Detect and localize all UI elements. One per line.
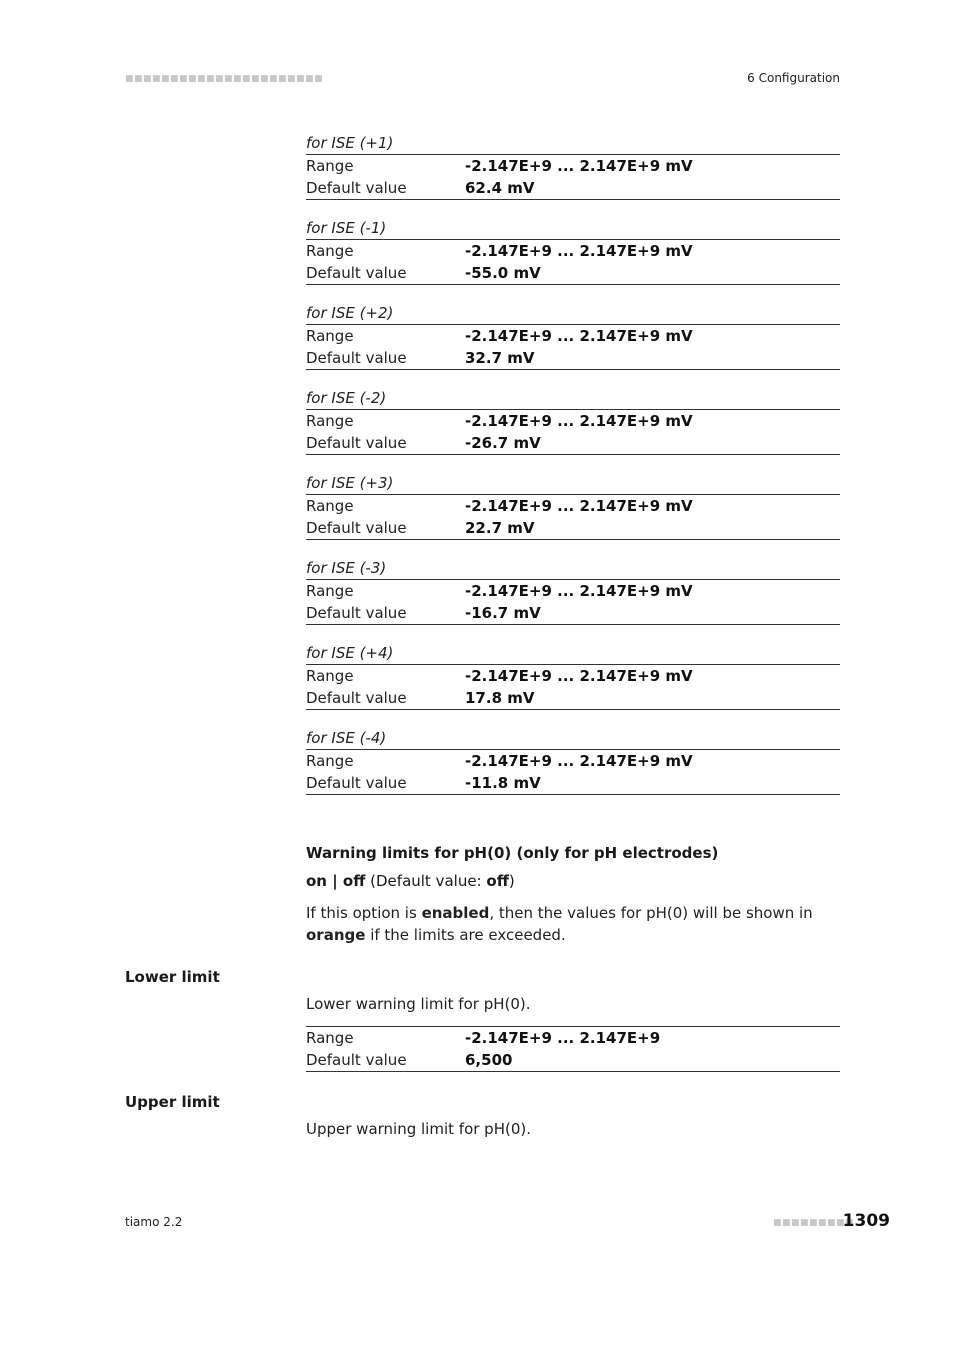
ise-table-title: for ISE (+1) xyxy=(306,133,840,155)
default-value: -16.7 mV xyxy=(465,604,541,622)
default-row xyxy=(306,517,840,539)
ise-table xyxy=(306,473,840,540)
default-row xyxy=(306,772,840,794)
ise-table xyxy=(306,728,840,795)
ise-table xyxy=(306,133,840,200)
header-marker: ■■■■■■■■■■■■■■■■■■■■■■ xyxy=(125,74,324,84)
range-value: -2.147E+9 ... 2.147E+9 mV xyxy=(465,667,693,685)
warning-limits-heading: Warning limits for pH(0) (only for pH electrodes) xyxy=(306,844,719,862)
range-label: Range xyxy=(306,497,354,515)
default-label: Default value xyxy=(306,434,407,452)
default-value: 62.4 mV xyxy=(465,179,535,197)
ise-table xyxy=(306,558,840,625)
warning-description xyxy=(306,902,840,946)
default-value: 22.7 mV xyxy=(465,519,535,537)
default-label: Default value xyxy=(306,264,407,282)
default-value: 17.8 mV xyxy=(465,689,535,707)
range-label: Range xyxy=(306,1029,354,1047)
ise-table xyxy=(306,388,840,455)
default-row xyxy=(306,1049,840,1071)
range-value: -2.147E+9 ... 2.147E+9 mV xyxy=(465,752,693,770)
ise-table-title: for ISE (-3) xyxy=(306,558,840,580)
range-value: -2.147E+9 ... 2.147E+9 mV xyxy=(465,157,693,175)
ise-table-title: for ISE (+3) xyxy=(306,473,840,495)
ise-table-title: for ISE (+4) xyxy=(306,643,840,665)
para-enabled: enabled xyxy=(421,904,490,922)
range-value: -2.147E+9 ... 2.147E+9 mV xyxy=(465,412,693,430)
range-value: -2.147E+9 ... 2.147E+9 mV xyxy=(465,242,693,260)
lower-limit-description: Lower warning limit for pH(0). xyxy=(306,995,531,1013)
default-value: 32.7 mV xyxy=(465,349,535,367)
default-prefix: (Default value: xyxy=(365,872,487,890)
range-row xyxy=(306,240,840,262)
default-row xyxy=(306,347,840,369)
para-text-3: if the limits are exceeded. xyxy=(365,926,566,944)
range-row xyxy=(306,750,840,772)
range-row xyxy=(306,495,840,517)
ise-tables xyxy=(306,133,840,813)
range-value: -2.147E+9 ... 2.147E+9 mV xyxy=(465,497,693,515)
ise-table xyxy=(306,643,840,710)
range-label: Range xyxy=(306,667,354,685)
default-label: Default value xyxy=(306,1051,407,1069)
default-label: Default value xyxy=(306,519,407,537)
default-label: Default value xyxy=(306,689,407,707)
ise-table xyxy=(306,218,840,285)
range-label: Range xyxy=(306,752,354,770)
default-value: -55.0 mV xyxy=(465,264,541,282)
para-text-1: If this option is xyxy=(306,904,422,922)
range-row xyxy=(306,155,840,177)
para-orange: orange xyxy=(306,926,366,944)
lower-limit-label: Lower limit xyxy=(125,968,220,986)
range-row xyxy=(306,325,840,347)
ise-table-title: for ISE (-2) xyxy=(306,388,840,410)
option-separator: | xyxy=(326,872,343,890)
lower-limit-table xyxy=(306,1026,840,1072)
upper-limit-description: Upper warning limit for pH(0). xyxy=(306,1120,531,1138)
upper-limit-label: Upper limit xyxy=(125,1093,220,1111)
default-label: Default value xyxy=(306,179,407,197)
range-label: Range xyxy=(306,157,354,175)
default-row xyxy=(306,262,840,284)
ise-table-title: for ISE (-1) xyxy=(306,218,840,240)
ise-table-title: for ISE (+2) xyxy=(306,303,840,325)
default-row xyxy=(306,177,840,199)
range-label: Range xyxy=(306,582,354,600)
range-value: -2.147E+9 ... 2.147E+9 mV xyxy=(465,327,693,345)
off-option: off xyxy=(342,872,366,890)
page-number: 1309 xyxy=(842,1211,890,1231)
default-suffix: ) xyxy=(508,872,515,890)
range-row xyxy=(306,1027,840,1049)
range-value: -2.147E+9 ... 2.147E+9 xyxy=(465,1029,661,1047)
range-row xyxy=(306,580,840,602)
range-label: Range xyxy=(306,412,354,430)
default-label: Default value xyxy=(306,349,407,367)
chapter-title: 6 Configuration xyxy=(747,71,840,85)
para-text-2: , then the values for pH(0) will be shown in xyxy=(489,904,813,922)
ise-table xyxy=(306,303,840,370)
default-label: Default value xyxy=(306,604,407,622)
default-value: -26.7 mV xyxy=(465,434,541,452)
range-value: -2.147E+9 ... 2.147E+9 mV xyxy=(465,582,693,600)
range-row xyxy=(306,410,840,432)
default-value: -11.8 mV xyxy=(465,774,541,792)
default-row xyxy=(306,602,840,624)
on-option: on xyxy=(306,872,327,890)
default-label: Default value xyxy=(306,774,407,792)
default-row xyxy=(306,687,840,709)
range-label: Range xyxy=(306,327,354,345)
ise-table-title: for ISE (-4) xyxy=(306,728,840,750)
default-value: 6,500 xyxy=(465,1051,513,1069)
default-option-value: off xyxy=(486,872,509,890)
footer-marker: ■■■■■■■■■ xyxy=(773,1218,855,1228)
range-label: Range xyxy=(306,242,354,260)
on-off-line xyxy=(306,870,515,892)
range-row xyxy=(306,665,840,687)
default-row xyxy=(306,432,840,454)
footer-product: tiamo 2.2 xyxy=(125,1215,183,1229)
